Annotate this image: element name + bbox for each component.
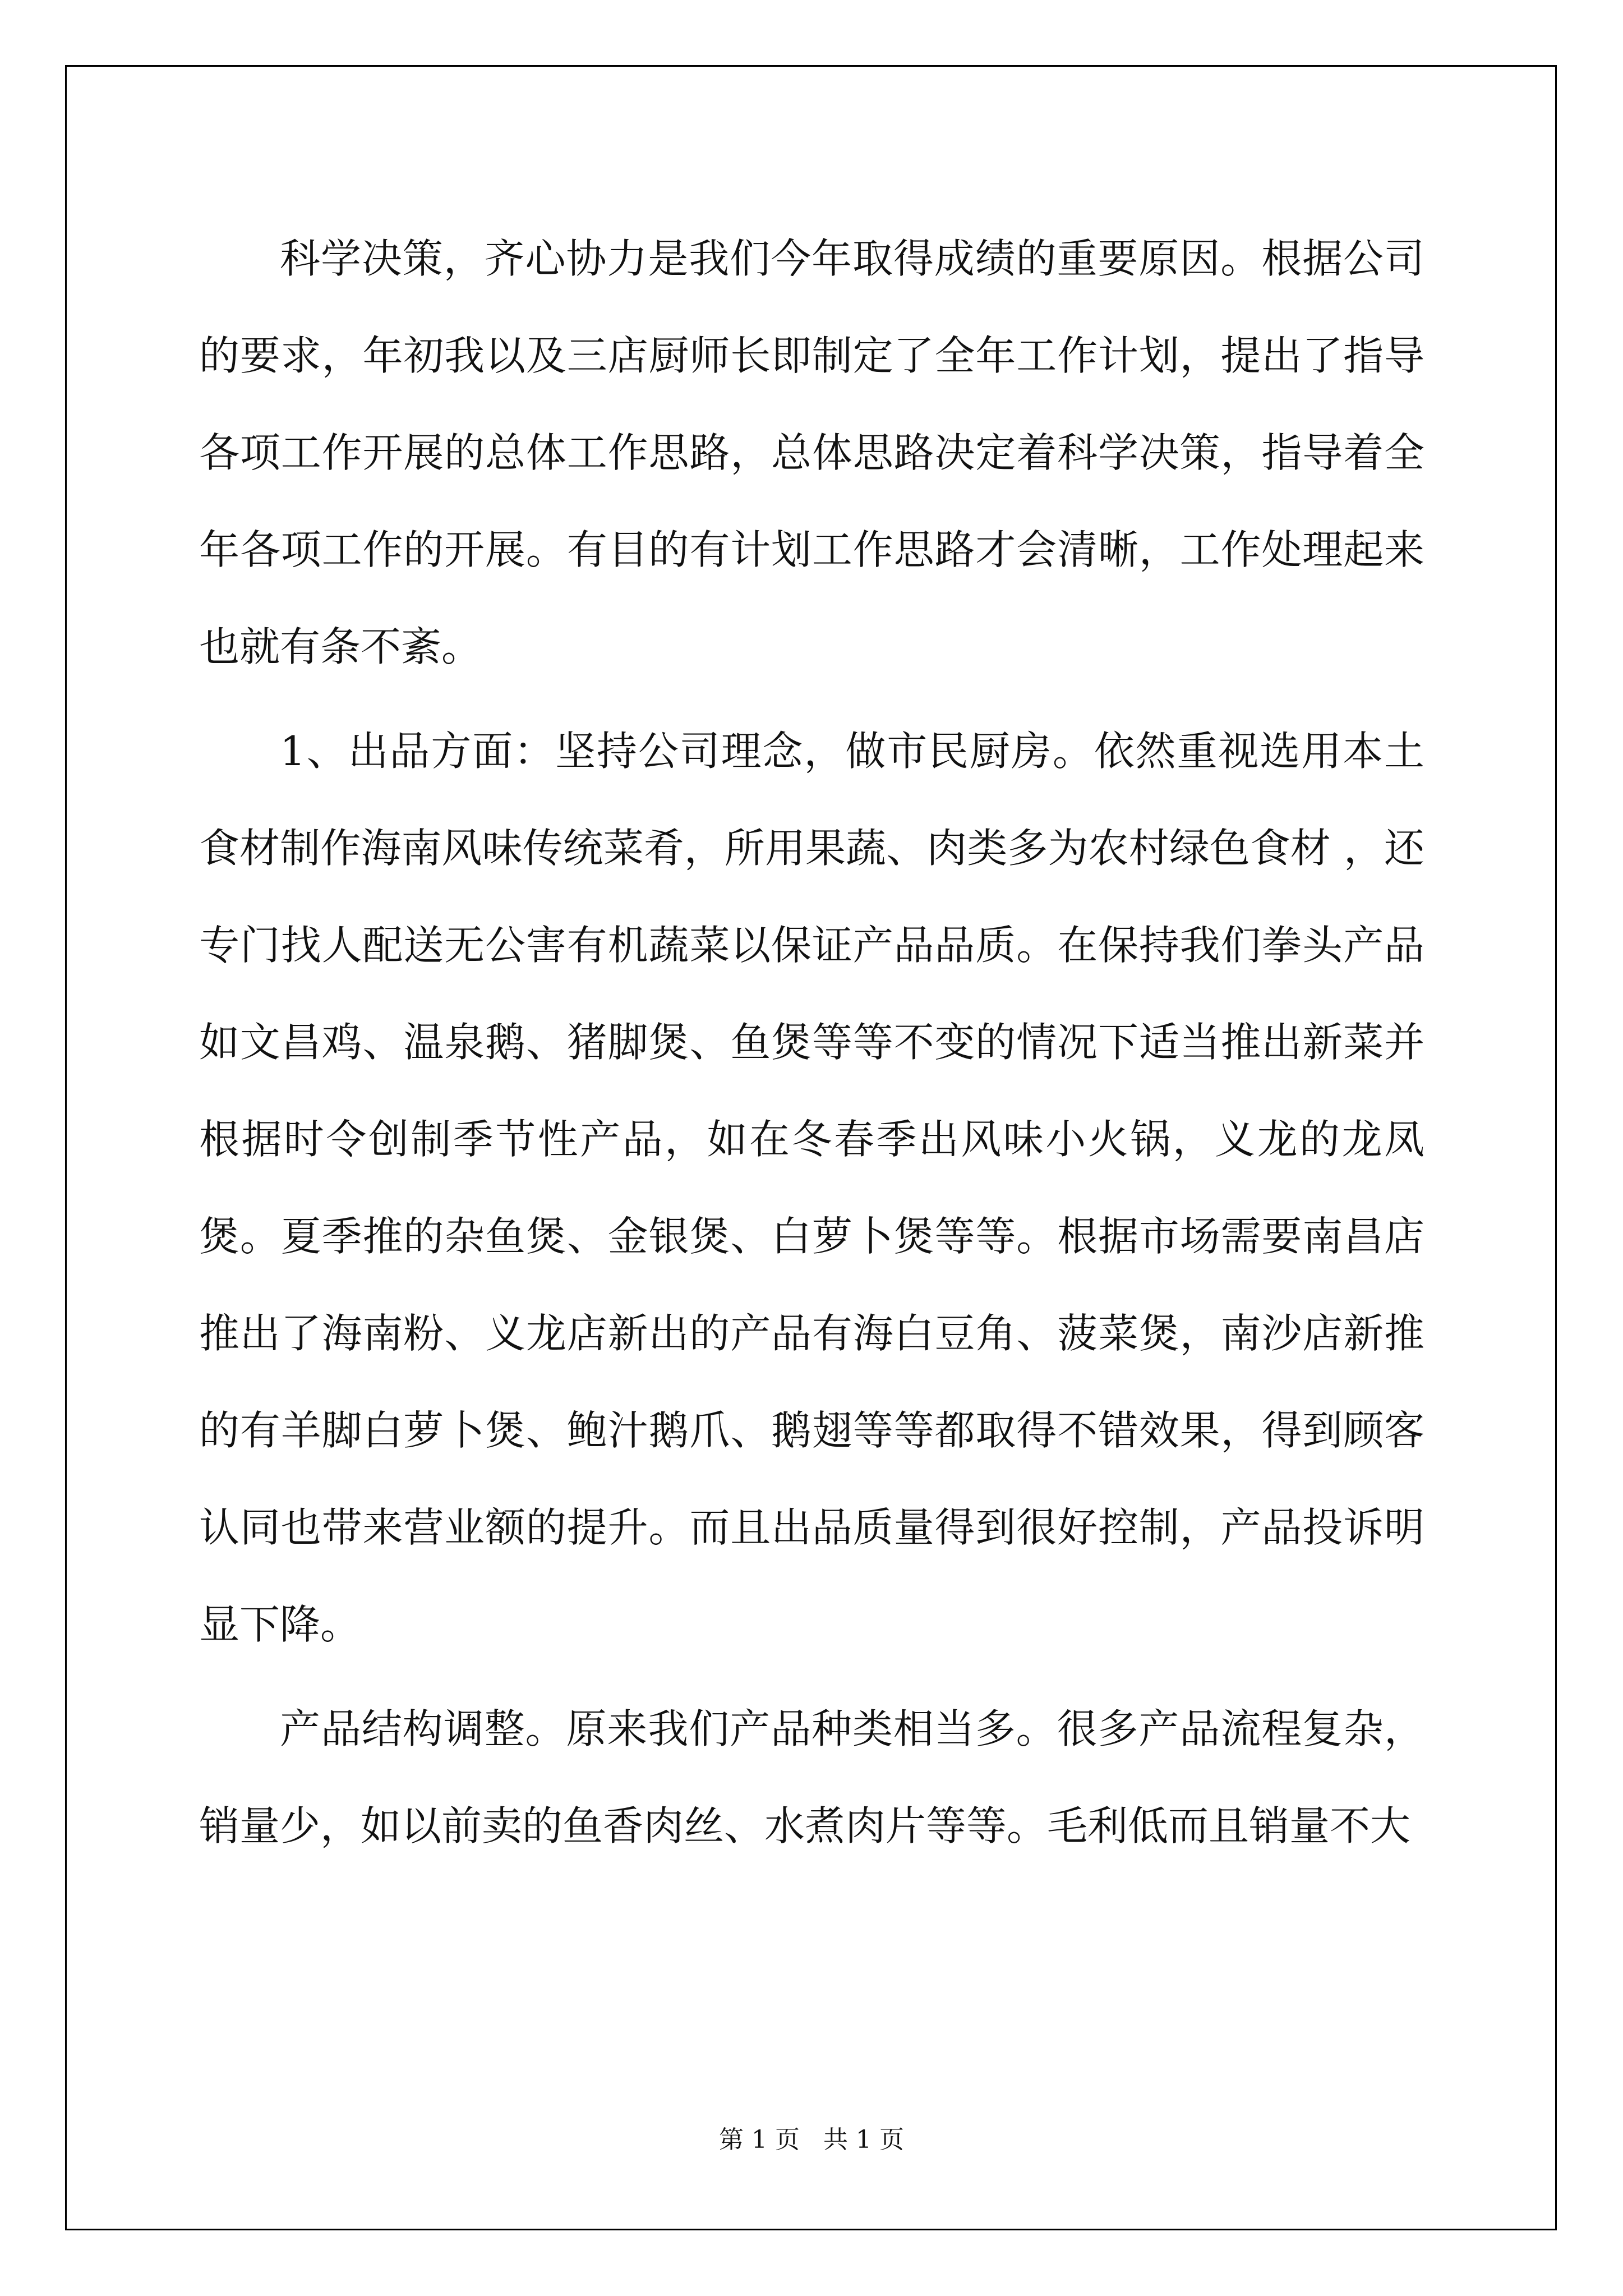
document-body xyxy=(199,210,1424,1882)
paragraph-product-structure: 产品结构调整。原来我们产品种类相当多。很多产品流程复杂，销量少，如以前卖的鱼香肉丝、水煮肉片等等。毛利低而且销量不大 xyxy=(199,1705,1424,1849)
paragraph-intro: 科学决策，齐心协力是我们今年取得成绩的重要原因。根据公司的要求，年初我以及三店厨师长即制定了全年工作计划，提出了指导各项工作开展的总体工作思路，总体思路决定着科学决策，指导着全年各项工作的开展。有目的有计划工作思路才会清晰，工作处理起来也就有条不紊。 xyxy=(199,235,1424,670)
paragraph-product-output: 1、出品方面：坚持公司理念，做市民厨房。依然重视选用本土食材制作海南风味传统菜肴，所用果蔬、肉类多为农村绿色食材 ，还专门找人配送无公害有机蔬菜以保证产品品质。在保持我们拳头产品如文昌鸡、温泉鹅、猪脚煲、鱼煲等等不变的情况下适当推出新菜并根据时令创制季节性产品，如在冬春季出风味小火锅，义龙的龙凤煲。夏季推的杂鱼煲、金银煲、白萝卜煲等等。根据市场需要南昌店推出了海南粉、义龙店新出的产品有海白豆角、菠菜煲，南沙店新推的有羊脚白萝卜煲、鲍汁鹅爪、鹅翅等等都取得不错效果，得到顾客认同也带来营业额的提升。而且出品质量得到很好控制，产品投诉明显下降。 xyxy=(199,728,1424,1648)
page-number: 第 1 页 共 1 页 xyxy=(719,2125,904,2154)
